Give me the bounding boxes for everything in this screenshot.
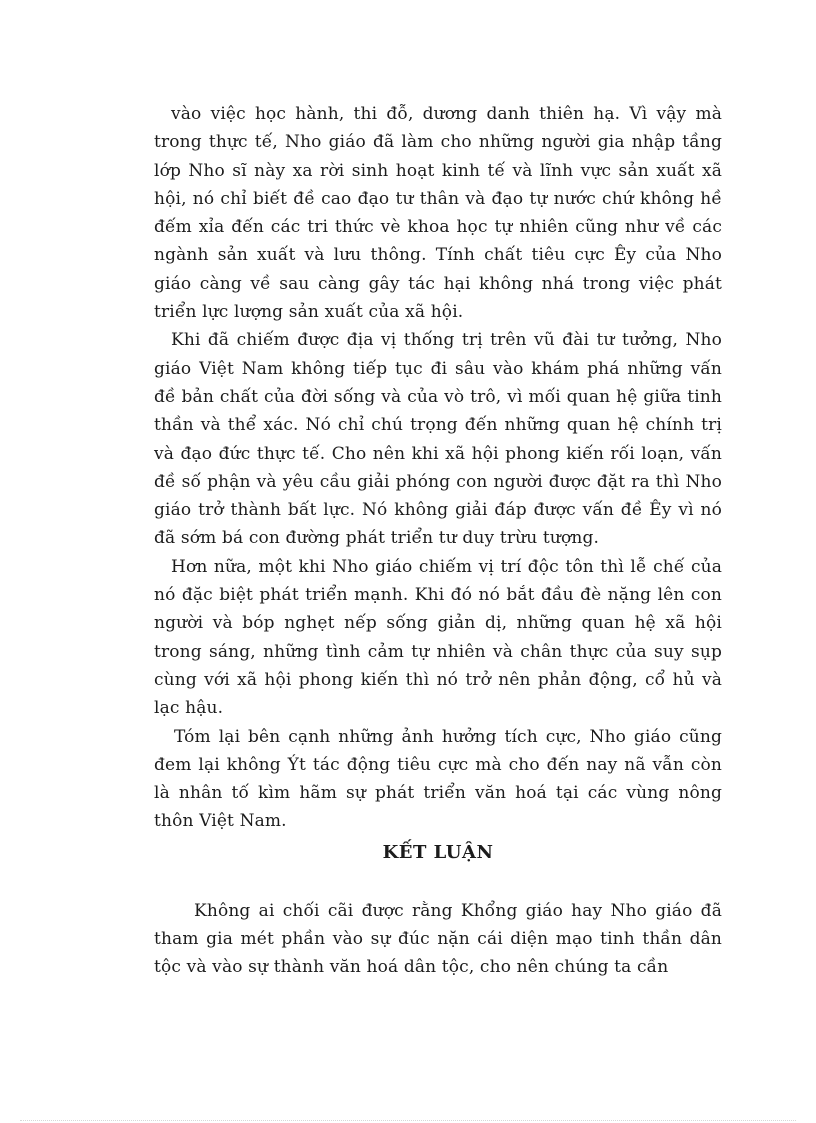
paragraph-2: Khi đã chiếm được địa vị thống trị trên vũ đài tư tưởng, Nho giáo Việt Nam không tiếp tục đi sâu vào khám phá những vấn đề bản chất của đời sống và của vò trô, vì mối quan hệ giữa tinh thần và thể xác. Nó chỉ chú trọng đến những quan hệ chính trị và đạo đức thực tế. Cho nên khi xã hội phong kiến rối loạn, vấn đề số phận và yêu cầu giải phóng con người được đặt ra thì Nho giáo trở thành bất lực. Nó không giải đáp được vấn đề Êy vì nó đã sớm bá con đường phát triển tư duy trừu tượng.	[154, 330, 722, 549]
conclusion-paragraph-1: Không ai chối cãi được rằng Khổng giáo hay Nho giáo đã tham gia mét phần vào sự đúc nặn cái diện mạo tinh thần dân tộc và vào sự thành văn hoá dân tộc, cho nên chúng ta cần	[154, 900, 722, 978]
conclusion-heading: KẾT LUẬN	[382, 841, 494, 863]
document-body	[154, 100, 722, 982]
paragraph-3: Hơn nữa, một khi Nho giáo chiếm vị trí độc tôn thì lễ chế của nó đặc biệt phát triển mạnh. Khi đó nó bắt đầu đè nặng lên con người và bóp nghẹt nếp sống giản dị, những quan hệ xã hội trong sáng, những tình cảm tự nhiên và chân thực của suy sụp cùng với xã hội phong kiến thì nó trở nên phản động, cổ hủ và lạc hậu.	[154, 556, 722, 719]
paragraph-4: Tóm lại bên cạnh những ảnh hưởng tích cực, Nho giáo cũng đem lại không Ýt tác động tiêu cực mà cho đến nay nã vẫn còn là nhân tố kìm hãm sự phát triển văn hoá tại các vùng nông thôn Việt Nam.	[154, 726, 722, 832]
paragraph-1: vào việc học hành, thi đỗ, dương danh thiên hạ. Vì vậy mà trong thực tế, Nho giáo đã làm cho những người gia nhập tầng lớp Nho sĩ này xa rời sinh hoạt kinh tế và lĩnh vực sản xuất xã hội, nó chỉ biết đề cao đạo tư thân và đạo tự nước chứ không hề đếm xỉa đến các tri thức vè khoa học tự nhiên cũng như về các ngành sản xuất và lưu thông. Tính chất tiêu cực Êy của Nho giáo càng về sau càng gây tác hại không nhá trong việc phát triển lực lượng sản xuất của xã hội.	[154, 104, 722, 323]
page-bottom-divider	[20, 1120, 796, 1121]
